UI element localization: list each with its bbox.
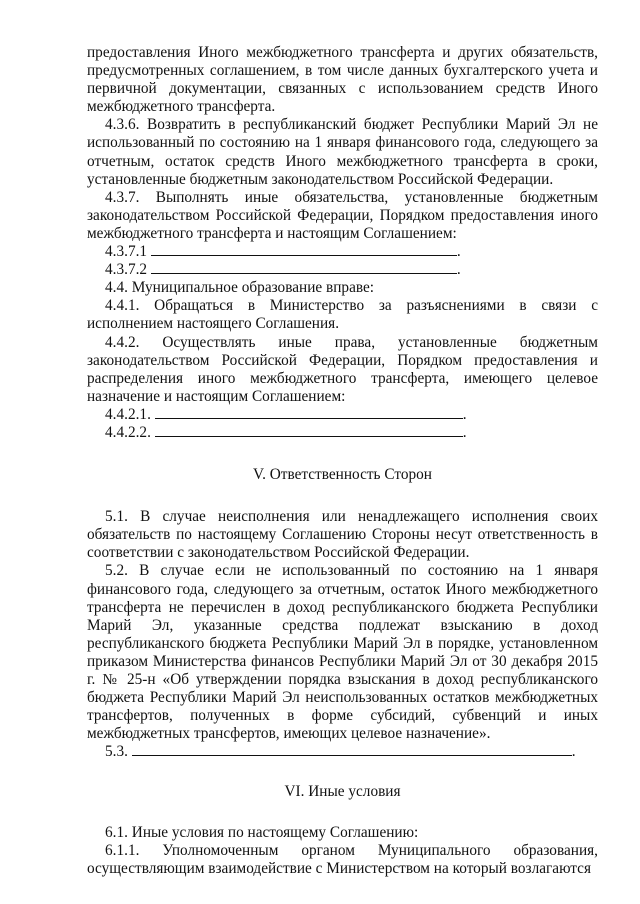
- fill-line-4-3-7-1: [87, 243, 598, 261]
- fill-line-4-4-2-2: [87, 424, 598, 442]
- paragraph-4-3-7: 4.3.7. Выполнять иные обязательства, установленные бюджетным законодательством Российской Федерации, Порядком предоставления иного межбюджетного трансферта и настоящим Соглашением:: [87, 188, 598, 242]
- spacer: [87, 802, 598, 824]
- item-number: 4.3.7.1: [105, 243, 148, 261]
- paragraph-5-1: 5.1. В случае неисполнения или ненадлежащего исполнения своих обязательств по настоящему Соглашению Стороны несут ответственность в соответствии с законодательством Российской Федерации.: [87, 508, 598, 562]
- section-heading-v: V. Ответственность Сторон: [253, 466, 432, 484]
- item-number: 4.4.2.2.: [105, 423, 151, 441]
- blank-line: [151, 243, 457, 256]
- end-dot: .: [571, 743, 576, 761]
- blank-line: [155, 424, 463, 437]
- fill-line-4-3-7-2: [87, 261, 598, 279]
- item-number: 4.3.7.2: [105, 261, 148, 279]
- item-number: 5.3.: [105, 743, 128, 761]
- paragraph-4-4-1: 4.4.1. Обращаться в Министерство за разъяснениями в связи с исполнением настоящего Соглашения.: [87, 297, 598, 333]
- blank-line: [155, 406, 463, 419]
- paragraph-5-2: 5.2. В случае если не использованный по состоянию на 1 января финансового года, следующего за отчетным, остаток Иного межбюджетного трансферта не перечислен в доход республиканского бюджета Республики Марий Эл, указанные средства подлежат взысканию в доход республиканского бюджета Республики Марий Эл в порядке, установленном приказом Министерства финансов Республики Марий Эл от 30 декабря 2015 г. № 25-н «Об утверждении порядка взыскания в доход республиканского бюджета Республики Марий Эл неиспользованных остатков межбюджетных трансфертов, полученных в форме субсидий, субвенций и иных межбюджетных трансфертов, имеющих целевое назначение».: [87, 562, 598, 743]
- spacer: [87, 761, 598, 783]
- item-number: 4.4.2.1.: [105, 405, 151, 423]
- end-dot: .: [456, 243, 461, 261]
- blank-line: [151, 261, 457, 274]
- spacer: [87, 442, 598, 466]
- paragraph-4-4: 4.4. Муниципальное образование вправе:: [105, 279, 375, 297]
- paragraph-4-4-2: 4.4.2. Осуществлять иные права, установленные бюджетным законодательством Российской Федерации, Порядком предоставления и распределения иного межбюджетного трансферта, имеющего целевое назначение и настоящим Соглашением:: [87, 333, 598, 405]
- paragraph-6-1-1: 6.1.1. Уполномоченным органом Муниципального образования, осуществляющим взаимодействие с Министерством на который возлагаются: [87, 841, 598, 877]
- paragraph-6-1: 6.1. Иные условия по настоящему Соглашению:: [105, 823, 419, 841]
- fill-line-4-4-2-1: [87, 406, 598, 424]
- end-dot: .: [462, 423, 467, 441]
- paragraph-4-3-6: 4.3.6. Возвратить в республиканский бюджет Республики Марий Эл не использованный по состоянию на 1 января финансового года, следующего за отчетным, остаток средств Иного межбюджетного трансферта в сроки, установленные бюджетным законодательством Российской Федерации.: [87, 116, 598, 188]
- end-dot: .: [456, 261, 461, 279]
- spacer: [87, 484, 598, 508]
- fill-line-5-3: [87, 743, 598, 761]
- blank-line: [132, 743, 572, 756]
- end-dot: .: [462, 405, 467, 423]
- section-heading-vi: VI. Иные условия: [284, 783, 401, 801]
- paragraph-4-3-5-continuation: предоставления Иного межбюджетного трансферта и других обязательств, предусмотренных соглашением, в том числе данных бухгалтерского учета и первичной документации, связанных с использованием средств Иного межбюджетного трансферта.: [87, 44, 598, 116]
